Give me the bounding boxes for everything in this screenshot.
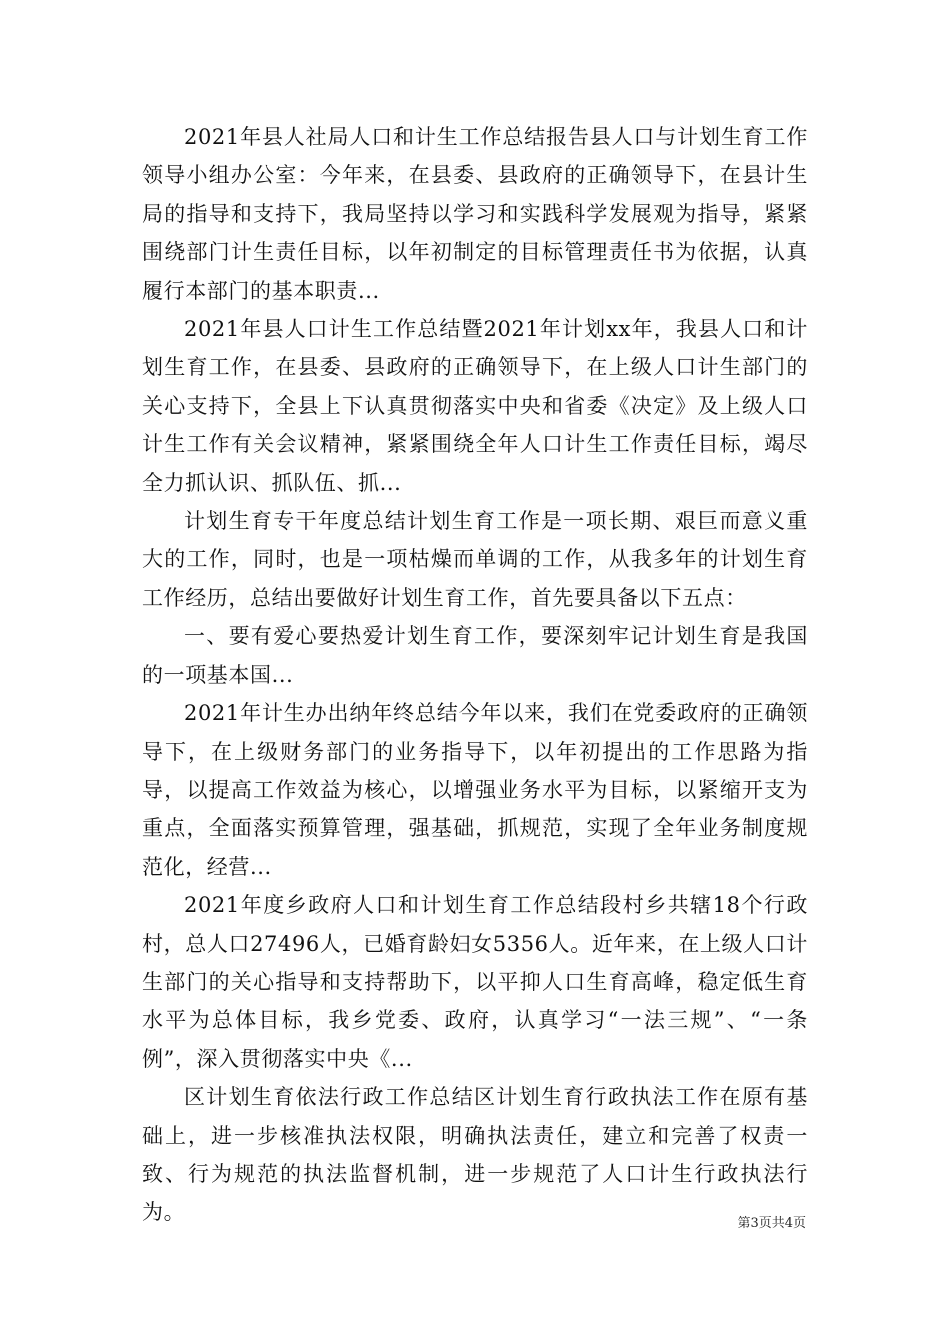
page-number-footer: 第3页共4页 — [737, 1216, 806, 1231]
paragraph-township-population-summary: 2021年度乡政府人口和计划生育工作总结段村乡共辖18个行政村，总人口27496人，已婚育龄妇女5356人。近年来，在上级人口计生部门的关心指导和支持帮助下，以平抑人口生育高峰，稳定低生育水平为总体目标，我乡党委、政府，认真学习“一法三规”、“一条例”，深入贯彻落实中央《... — [142, 893, 808, 1071]
paragraph-family-planning-staff-summary: 计划生育专干年度总结计划生育工作是一项长期、艰巨而意义重大的工作，同时，也是一项枯燥而单调的工作，从我多年的计划生育工作经历，总结出要做好计划生育工作，首先要具备以下五点： — [142, 509, 808, 610]
paragraph-county-hr-bureau-summary: 2021年县人社局人口和计生工作总结报告县人口与计划生育工作领导小组办公室：今年来，在县委、县政府的正确领导下，在县计生局的指导和支持下，我局坚持以学习和实践科学发展观为指导，紧紧围绕部门计生责任目标，以年初制定的目标管理责任书为依据，认真履行本部门的基本职责... — [142, 125, 808, 303]
document-body — [142, 118, 808, 1232]
paragraph-county-population-summary: 2021年县人口计生工作总结暨2021年计划xx年，我县人口和计划生育工作，在县委、县政府的正确领导下，在上级人口计生部门的关心支持下，全县上下认真贯彻落实中央和省委《决定》及上级人口计生工作有关会议精神，紧紧围绕全年人口计生工作责任目标，竭尽全力抓认识、抓队伍、抓... — [142, 317, 808, 495]
paragraph-district-law-enforcement-summary: 区计划生育依法行政工作总结区计划生育行政执法工作在原有基础上，进一步核准执法权限，明确执法责任，建立和完善了权责一致、行为规范的执法监督机制，进一步规范了人口计生行政执法行为。 — [142, 1085, 808, 1225]
paragraph-cashier-year-end-summary: 2021年计生办出纳年终总结今年以来，我们在党委政府的正确领导下，在上级财务部门的业务指导下，以年初提出的工作思路为指导，以提高工作效益为核心，以增强业务水平为目标，以紧缩开支为重点，全面落实预算管理，强基础，抓规范，实现了全年业务制度规范化，经营... — [142, 701, 808, 879]
paragraph-love-family-planning: 一、要有爱心要热爱计划生育工作，要深刻牢记计划生育是我国的一项基本国... — [142, 624, 808, 687]
